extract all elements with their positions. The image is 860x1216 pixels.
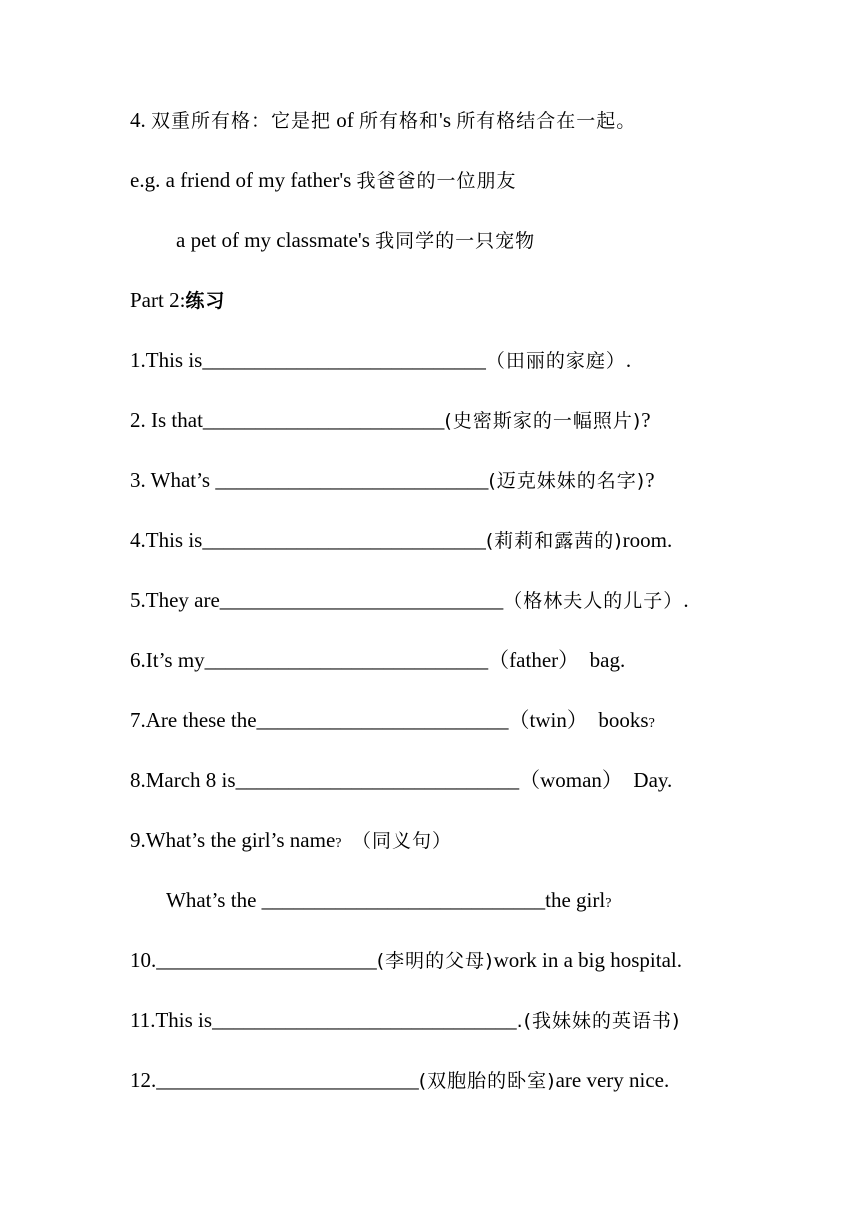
answer-blank[interactable]: ________________________ [256, 708, 509, 732]
exercise-tail: . [625, 348, 632, 372]
point-text-3: 所有格和 [359, 110, 440, 132]
exercise-prompt: 8.March 8 is [130, 768, 236, 792]
example-1-zh: 我爸爸的一位朋友 [356, 170, 517, 192]
question-mark: ? [648, 716, 655, 731]
exercise-hint: (史密斯家的一幅照片) [444, 410, 642, 432]
exercise-tail: Day. [622, 768, 673, 792]
answer-blank[interactable]: ___________________________ [261, 888, 546, 912]
exercise-hint: （同义句） [352, 830, 453, 852]
answer-blank[interactable]: _____________________________ [212, 1008, 517, 1032]
exercise-prompt: 10. [130, 948, 157, 972]
exercise-hint: (双胞胎的卧室) [418, 1070, 556, 1092]
exercise-hint: （father） [488, 648, 580, 672]
exercise-tail: room. [622, 528, 673, 552]
exercise-prompt: 5.They are [130, 588, 220, 612]
exercise-10 [130, 946, 682, 975]
point-text-4: 's [439, 108, 457, 132]
exercise-prompt: What’s the [166, 888, 262, 912]
exercise-tail: work in a big hospital. [493, 948, 682, 972]
exercise-prompt: 12. [130, 1068, 157, 1092]
exercise-tail: are very nice. [555, 1068, 670, 1092]
answer-blank[interactable]: __________________________ [215, 468, 489, 492]
exercise-7 [130, 706, 655, 738]
exercise-tail: ? [641, 408, 651, 432]
exercise-tail: the girl [545, 888, 606, 912]
example-2-en: a pet of my classmate's [176, 228, 376, 252]
exercise-6 [130, 646, 625, 674]
exercise-4 [130, 526, 672, 555]
exercise-hint: （twin） [508, 708, 588, 732]
exercise-prompt: 7.Are these the [130, 708, 257, 732]
exercise-hint: (莉莉和露茜的) [485, 530, 623, 552]
point-text-2: of [331, 108, 360, 132]
answer-blank[interactable]: ___________________________ [202, 348, 486, 372]
exercise-hint: （woman） [519, 768, 623, 792]
exercise-hint: (迈克妹妹的名字) [488, 470, 646, 492]
part2-label: Part 2: [130, 288, 186, 312]
exercise-tail: bag. [579, 648, 626, 672]
question-mark: ? [335, 836, 342, 851]
answer-blank[interactable]: _____________________ [156, 948, 377, 972]
exercise-prompt: 11.This is [130, 1008, 213, 1032]
exercise-hint: （田丽的家庭） [485, 350, 626, 372]
exercise-1 [130, 346, 631, 375]
exercise-12 [130, 1066, 669, 1095]
exercise-prompt: 3. What’s [130, 468, 216, 492]
point-text-5: 所有格结合在一起。 [456, 110, 637, 132]
part2-heading [130, 286, 225, 315]
grammar-point-4 [130, 106, 636, 135]
example-1 [130, 166, 517, 195]
exercise-tail: . [683, 588, 689, 612]
answer-blank[interactable]: _______________________ [202, 408, 445, 432]
answer-blank[interactable]: ___________________________ [204, 648, 489, 672]
answer-blank[interactable]: ___________________________ [235, 768, 520, 792]
exercise-9-rewrite [166, 886, 611, 918]
exercise-5 [130, 586, 689, 615]
exercise-9 [130, 826, 452, 858]
exercise-2 [130, 406, 651, 435]
answer-blank[interactable]: _________________________ [156, 1068, 419, 1092]
question-mark: ? [605, 896, 612, 911]
exercise-8 [130, 766, 672, 794]
exercise-hint: （格林夫人的儿子） [503, 590, 684, 612]
point-text-1: 双重所有格：它是把 [151, 110, 332, 132]
exercise-prompt: 6.It’s my [130, 648, 205, 672]
exercise-prompt: 1.This is [130, 348, 203, 372]
exercise-prompt: 2. Is that [130, 408, 203, 432]
exercise-hint: .(我妹妹的英语书) [516, 1010, 681, 1032]
exercise-hint: (李明的父母) [376, 950, 494, 972]
example-2-zh: 我同学的一只宠物 [375, 230, 536, 252]
exercise-prompt: 9.What’s the girl’s name [130, 828, 336, 852]
exercise-prompt: 4.This is [130, 528, 203, 552]
answer-blank[interactable]: ___________________________ [202, 528, 486, 552]
exercise-11 [130, 1006, 680, 1035]
point-number: 4. [130, 108, 151, 132]
answer-blank[interactable]: ___________________________ [219, 588, 504, 612]
example-1-en: e.g. a friend of my father's [130, 168, 357, 192]
example-2 [176, 226, 535, 255]
part2-title: 练习 [185, 290, 226, 312]
exercise-3 [130, 466, 655, 495]
exercise-tail: books [587, 708, 649, 732]
exercise-tail: ? [645, 468, 655, 492]
